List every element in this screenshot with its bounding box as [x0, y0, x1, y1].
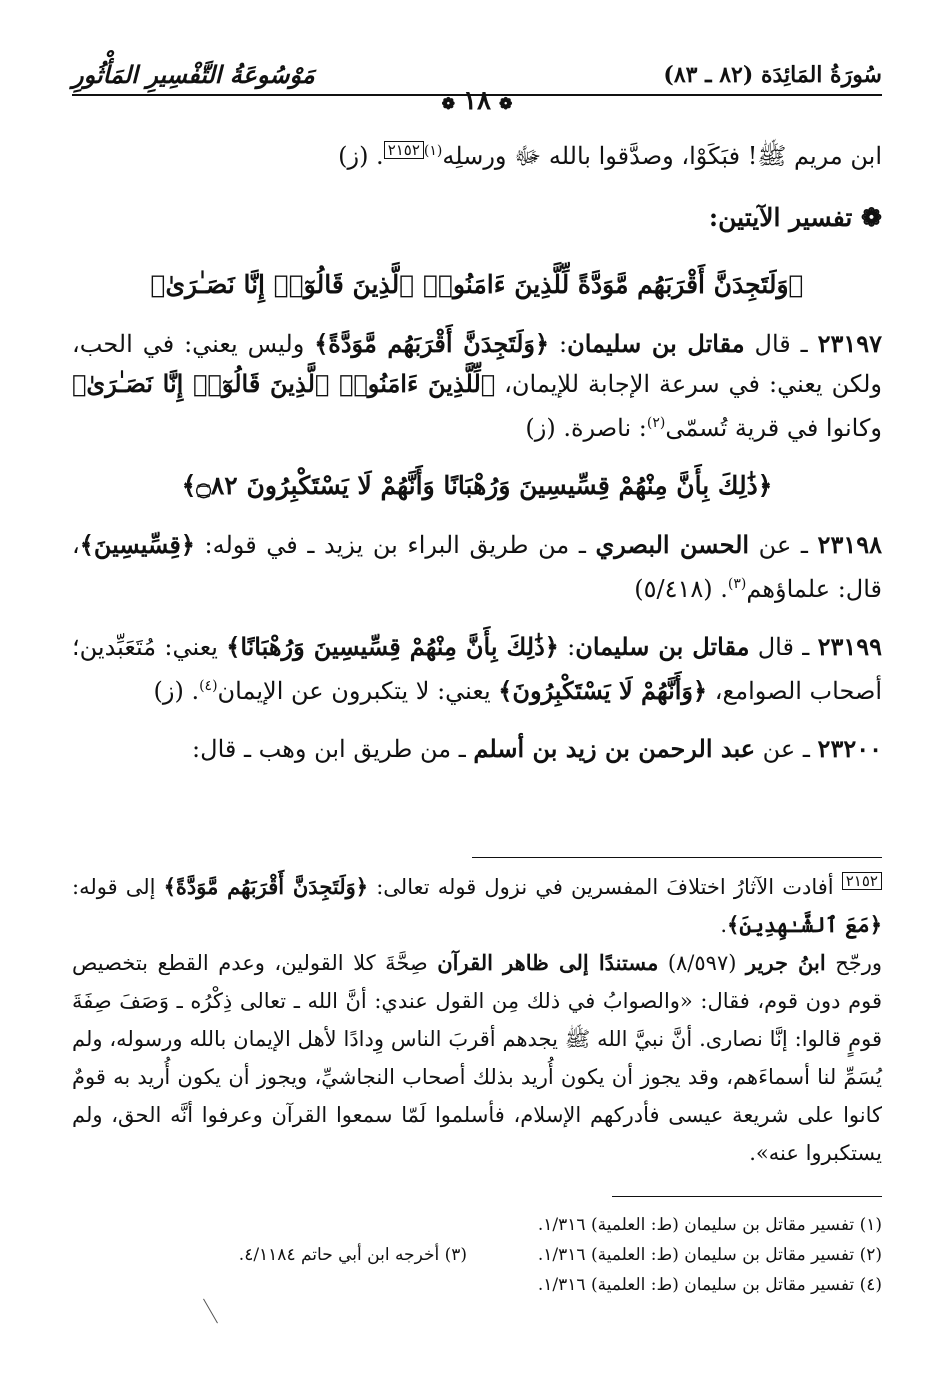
page-number-row — [72, 86, 882, 116]
source-mark: . (ز) — [525, 414, 571, 442]
quran-quote: ﴿قِسِّيسِينَ﴾ — [79, 530, 195, 559]
entry-text: وكانوا في قرية تُسمّى — [665, 414, 882, 442]
footnote-row — [72, 1210, 882, 1240]
footnote-row — [72, 1240, 882, 1270]
entry-text: يعني: لا يتكبرون عن الإيمان — [217, 677, 499, 705]
quran-quote: ﴿لِّلَّذِينَ ءَامَنُوا۟ ٱلَّذِينَ قَالُوٓا۟ إِنَّا نَصَـٰرَىٰ﴾ — [72, 369, 496, 398]
footnote-ref[interactable]: (٣) — [727, 576, 747, 592]
entry-text: يعني: مُتَعَبِّدين؛ أصحاب الصوامع، — [72, 633, 882, 705]
entry-text: : — [558, 633, 576, 661]
footnote-1: (١) تفسير مقاتل بن سليمان (ط: العلمية) ١/٣١٦. — [537, 1215, 882, 1235]
entry-text: ـ قال — [749, 633, 818, 661]
footnote-row — [72, 1270, 882, 1300]
footnote-ref[interactable]: (٢) — [646, 415, 666, 431]
ornament-icon: ❁ — [498, 94, 513, 113]
document-page — [72, 50, 882, 1340]
entry-text: ـ عن — [755, 735, 818, 763]
footnote-ref[interactable]: (٤) — [199, 678, 218, 694]
source-mark: . (ز) — [338, 142, 384, 170]
intro-paragraph — [72, 132, 882, 176]
entry-text: ـ عن — [749, 531, 818, 559]
entry-number: ٢٣١٩٨ — [817, 530, 882, 559]
entry-23198 — [72, 525, 882, 609]
note-paragraph — [72, 868, 882, 944]
note-number-box: ٢١٥٢ — [842, 872, 882, 890]
page-number: ١٨ — [463, 86, 491, 116]
entry-text: ، قال: علماؤهم — [72, 531, 882, 603]
note-text: أفادت الآثارُ اختلافَ المفسرين في نزول قوله تعالى: — [368, 875, 842, 899]
footnotes — [72, 1210, 882, 1300]
note-text: صِحَّةَ كلا القولين، وعدم القطع بتخصيص قوم دون قوم، فقال: «والصوابُ في ذلك مِن القول عندي: أنَّ الله ـ تعالى ذِكْرُه ـ وَصَفَ صِفَةَ قومٍ قالوا: إنَّا نصارى. أنَّ نبيَّ الله ﷺ يجدهم أقربَ الناس وِدادًا لأهل الإيمان بالله ورسوله، ولم يُسَمِّ لنا أسماءَهم، وقد يجوز أن يكون أُريد بذلك أصحاب النجاشيِّ، ويجوز أن يكون أُريد به قومٌ كانوا على شريعة عيسى فأدركهم الإسلام، فأسلموا لَمّا سمعوا القرآن وعرفوا أنَّه الحق، ولم يستكبروا عنه». — [72, 951, 882, 1165]
entry-23199 — [72, 627, 882, 711]
note-divider — [472, 857, 882, 858]
entry-number: ٢٣٢٠٠ — [817, 734, 882, 763]
entry-text: ـ قال — [744, 330, 818, 358]
footnote-ref[interactable]: (١) — [423, 143, 443, 159]
verse-heading: ﴿ذَٰلِكَ بِأَنَّ مِنْهُمْ قِسِّيسِينَ وَرُهْبَانًا وَأَنَّهُمْ لَا يَسْتَكْبِرُونَ ۝٨٢﴾ — [181, 471, 773, 500]
entry-text: ـ من طريق البراء بن يزيد ـ في قوله: — [194, 531, 596, 559]
main-text — [72, 132, 882, 787]
source-mark: . (٥/٤١٨) — [634, 575, 728, 603]
verse-heading: ﴿وَلَتَجِدَنَّ أَقْرَبَهُم مَّوَدَّةً لِّلَّذِينَ ءَامَنُوا۟ ٱلَّذِينَ قَالُوٓا۟ إِنَّا نَصَـٰرَىٰ﴾ — [150, 270, 804, 299]
entry-text: وليس يعني: في الحب، ولكن يعني: في سرعة الإجابة للإيمان، — [72, 330, 882, 398]
footnote-2: (٢) تفسير مقاتل بن سليمان (ط: العلمية) ١/٣١٦. — [537, 1245, 882, 1265]
ornament-icon: ❁ — [441, 94, 456, 113]
section-heading: ❁ تفسير الآيتين: — [708, 203, 882, 232]
note-emphasis: مستندًا إلى ظاهر القرآن — [437, 950, 659, 975]
footnote-4: (٤) تفسير مقاتل بن سليمان (ط: العلمية) ١/٣١٦. — [537, 1275, 882, 1295]
note-text: إلى قوله: — [72, 875, 164, 899]
narrator-name: مقاتل بن سليمان — [567, 329, 745, 358]
quran-quote: ﴿وَأَنَّهُمْ لَا يَسْتَكْبِرُونَ﴾ — [498, 676, 708, 705]
note-text: . — [720, 913, 728, 937]
narrator-name: الحسن البصري — [595, 530, 750, 559]
quran-quote: ﴿وَلَتَجِدَنَّ أَقْرَبَهُم مَّوَدَّةً﴾ — [314, 329, 550, 358]
surah-title: سُورَةُ المَائِدَة (٨٢ ـ ٨٣) — [663, 62, 882, 88]
narrator-name: عبد الرحمن بن زيد بن أسلم — [473, 734, 756, 763]
scholar-name: ابنُ جرير — [745, 950, 826, 975]
entry-number: ٢٣١٩٩ — [817, 632, 883, 661]
note-text: (٨/٥٩٧) — [658, 951, 746, 975]
note-text: ورجّح — [825, 951, 883, 975]
entry-number: ٢٣١٩٧ — [817, 329, 883, 358]
entry-text: ـ من طريق ابن وهب ـ قال: — [192, 735, 474, 763]
footnote-divider — [612, 1196, 882, 1197]
quran-quote: ﴿وَلَتَجِدَنَّ أَقْرَبَهُم مَّوَدَّةً﴾ — [163, 874, 369, 899]
entry-text: : ناصرة — [570, 414, 647, 442]
note-ref-box[interactable]: ٢١٥٢ — [384, 141, 424, 159]
note-paragraph — [72, 944, 882, 1172]
quran-quote: ﴿ذَٰلِكَ بِأَنَّ مِنْهُمْ قِسِّيسِينَ وَرُهْبَانًا﴾ — [226, 632, 559, 661]
editorial-note — [72, 868, 882, 1172]
source-mark: . (ز) — [153, 677, 200, 705]
footnote-3: (٣) أخرجه ابن أبي حاتم ٤/١١٨٤. — [238, 1245, 467, 1265]
quran-quote: ﴿مَعَ ٱلشَّـٰهِدِينَ﴾ — [727, 912, 882, 937]
entry-23200 — [72, 729, 882, 769]
encyclopedia-title: مَوْسُوعَةُ التَّفْسِيرِ المَأْثُورِ — [72, 60, 315, 89]
narrator-name: مقاتل بن سليمان — [575, 632, 750, 661]
intro-text: ابن مريم ﷺ! فبَكَوْا، وصدَّقوا بالله ﷻ ورسلِه — [442, 142, 882, 170]
entry-23197 — [72, 324, 882, 448]
entry-text: : — [549, 330, 568, 358]
